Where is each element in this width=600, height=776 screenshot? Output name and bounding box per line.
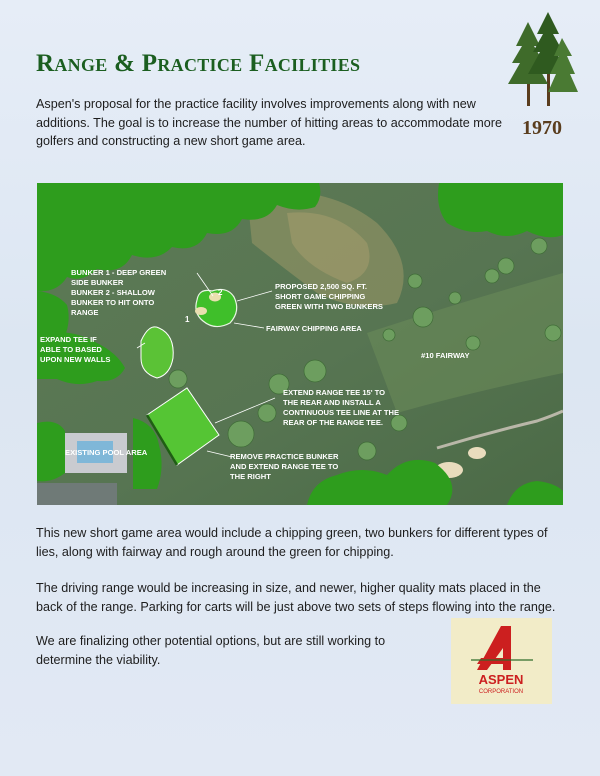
page-title: Range & Practice Facilities [36,50,361,77]
label-green-3: GREEN WITH TWO BUNKERS [275,302,383,311]
marker-bunker-1: 1 [185,315,190,324]
label-extend-3: CONTINUOUS TEE LINE AT THE [283,408,400,417]
options-paragraph: We are finalizing other potential options, but are still working to determine the viability. [36,634,386,667]
label-remove-2: AND EXTEND RANGE TEE TO [230,462,339,471]
label-chipping-area: FAIRWAY CHIPPING AREA [266,324,362,333]
driving-range-paragraph: The driving range would be increasing in size, and newer, higher quality mats placed in the back of the range. Parking for carts will be just above two sets of steps flowing into the range. [36,581,556,614]
label-bunkers-4: BUNKER TO HIT ONTO [71,298,155,307]
label-extend-2: THE REAR AND INSTALL A [283,398,381,407]
label-green-2: SHORT GAME CHIPPING [275,292,366,301]
label-expand-2: ABLE TO BASED [40,345,102,354]
label-remove-3: THE RIGHT [230,472,271,481]
label-bunkers-5: RANGE [71,308,99,317]
label-extend-1: EXTEND RANGE TEE 15' TO [283,388,386,397]
logo-year: 1970 [522,117,562,139]
label-pool-area: EXISTING POOL AREA [65,448,148,457]
label-green-1: PROPOSED 2,500 SQ. FT. [275,282,367,291]
label-expand-1: EXPAND TEE IF [40,335,97,344]
label-remove-1: REMOVE PRACTICE BUNKER [230,452,339,461]
short-game-paragraph: This new short game area would include a chipping green, two bunkers for different types of lies, along with fairway and rough around the green for chipping. [36,526,548,559]
label-bunkers-3: BUNKER 2 - SHALLOW [71,288,155,297]
bunker-1 [195,307,207,315]
aerial-site-plan [37,183,563,505]
aspen-logo-subtitle: CORPORATION [478,689,524,695]
pine-trees-icon [508,12,578,106]
marker-bunker-2: 2 [218,288,223,297]
label-extend-4: REAR OF THE RANGE TEE. [283,418,383,427]
label-expand-3: UPON NEW WALLS [40,355,111,364]
label-bunkers-1: BUNKER 1 - DEEP GREEN [71,268,167,277]
expand-tee-area [141,327,173,378]
aspen-logo-name: ASPEN [478,672,524,687]
label-fairway-10: #10 FAIRWAY [421,351,470,360]
aspen-corporation-logo [451,618,552,704]
label-bunkers-2: SIDE BUNKER [71,278,124,287]
intro-paragraph: Aspen's proposal for the practice facility involves improvements along with new additions. The goal is to increase the number of hitting areas to accommodate more golfers and constructing a new short game area. [36,97,502,148]
